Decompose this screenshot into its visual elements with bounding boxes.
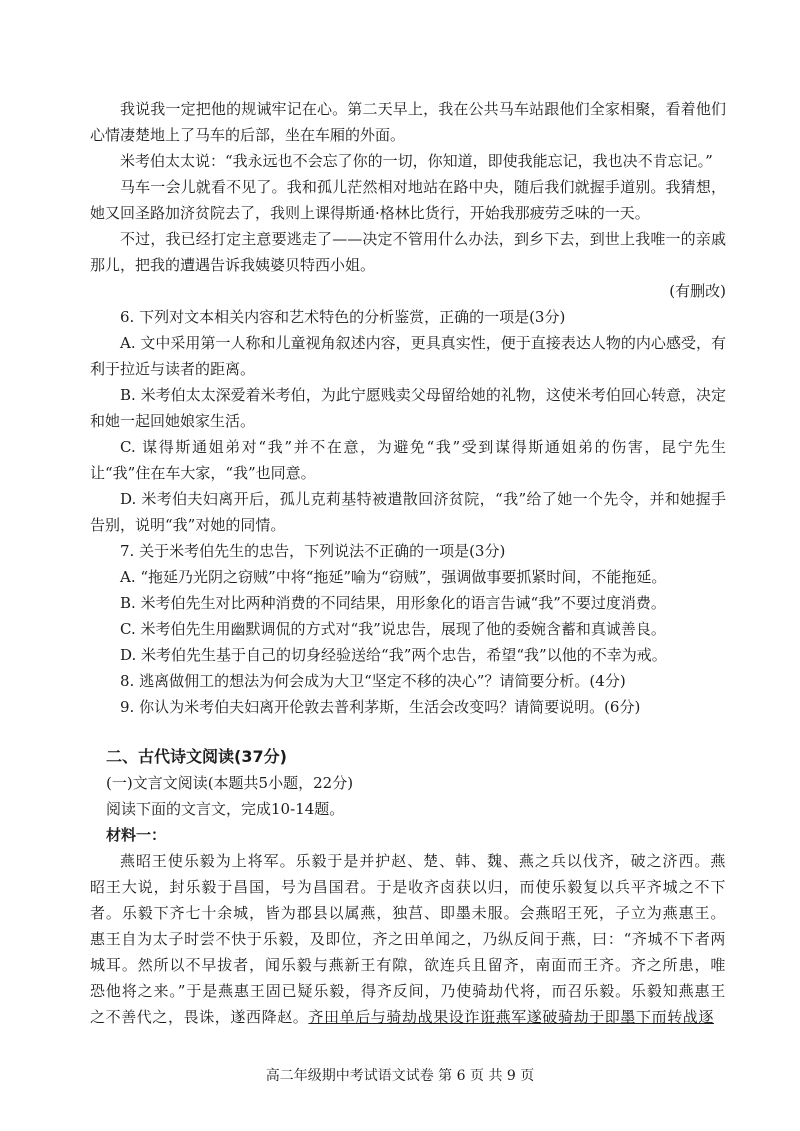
classical-passage-text: 燕昭王使乐毅为上将军。乐毅于是并护赵、楚、韩、魏、燕之兵以伐齐，破之济西。燕昭王大说，封乐毅于昌国，号为昌国君。于是收齐卤获以归，而使乐毅复以兵平齐城之不下者。乐毅下齐七十余城，皆为郡县以属燕，独莒、即墨未服。会燕昭王死，子立为燕惠王。惠王自为太子时尝不快于乐毅，及即位，齐之田单闻之，乃纵反间于燕，曰：“齐城不下者两城耳。然所以不早拔者，闻乐毅与燕新王有隙，欲连兵且留齐，南面而王齐。齐之所患，唯恐他将之来。”于是燕惠王固已疑乐毅，得齐反间，乃使骑劫代将，而召乐毅。乐毅知燕惠王之不善代之，畏诛，遂西降赵。 [90, 852, 726, 1026]
section-2-subtitle: (一)文言文阅读(本题共5小题，22分) [106, 774, 354, 792]
question-9: 9. 你认为米考伯夫妇离开伦敦去普利茅斯，生活会改变吗？请简要说明。(6分) [120, 698, 641, 716]
question-6-option-d: D. 米考伯夫妇离开后，孤儿克莉基特被遣散回济贫院，“我”给了她一个先令，并和她握手告别，说明“我”对她的同情。 [90, 490, 726, 534]
question-7-option-c: C. 米考伯先生用幽默调侃的方式对“我”说忠告，展现了他的委婉含蓄和真诚善良。 [120, 620, 666, 638]
question-6-option-c: C. 谋得斯通姐弟对“我”并不在意，为避免“我”受到谋得斯通姐弟的伤害，昆宁先生让“我”住在车大家，“我”也同意。 [90, 438, 726, 482]
question-7-option-b: B. 米考伯先生对比两种消费的不同结果，用形象化的语言告诫“我”不要过度消费。 [120, 594, 666, 612]
question-8: 8. 逃离做佣工的想法为何会成为大卫“坚定不移的决心”？请简要分析。(4分) [120, 672, 626, 690]
page-footer: 高二年级期中考试语文试卷 第 6 页 共 9 页 [265, 1068, 535, 1084]
question-6-stem: 6. 下列对文本相关内容和艺术特色的分析鉴赏，正确的一项是(3分) [120, 308, 566, 326]
story-paragraph-2: 米考伯太太说：“我永远也不会忘了你的一切，你知道，即使我能忘记，我也决不肯忘记。” [120, 152, 713, 170]
section-2-instruction: 阅读下面的文言文，完成10-14题。 [106, 800, 345, 818]
edit-note: (有删改) [669, 282, 726, 300]
question-7-option-a: A. “拖延乃光阴之窃贼”中将“拖延”喻为“窃贼”，强调做事要抓紧时间，不能拖延。 [120, 568, 667, 586]
story-paragraph-3: 马车一会儿就看不见了。我和孤儿茫然相对地站在路中央，随后我们就握手道别。我猜想，她又回圣路加济贫院去了，我则上课得斯通·格林比货行，开始我那疲劳乏味的一天。 [90, 178, 726, 222]
question-7-stem: 7. 关于米考伯先生的忠告，下列说法不正确的一项是(3分) [120, 542, 506, 560]
question-6-option-b: B. 米考伯太太深爱着米考伯，为此宁愿贱卖父母留给她的礼物，这使米考伯回心转意，决定和她一起回她娘家生活。 [90, 386, 726, 430]
story-paragraph-4: 不过，我已经打定主意要逃走了——决定不管用什么办法，到乡下去，到世上我唯一的亲戚那儿，把我的遭遇告诉我姨婆贝特西小姐。 [90, 230, 726, 274]
story-paragraph-1: 我说我一定把他的规诫牢记在心。第二天早上，我在公共马车站跟他们全家相聚，看着他们心情凄楚地上了马车的后部，坐在车厢的外面。 [90, 100, 726, 144]
question-7-option-d: D. 米考伯先生基于自己的切身经验送给“我”两个忠告，希望“我”以他的不幸为戒。 [120, 646, 667, 664]
classical-passage [90, 848, 726, 1030]
question-6-option-a: A. 文中采用第一人称和儿童视角叙述内容，更具真实性，便于直接表达人物的内心感受，有利于拉近与读者的距离。 [90, 334, 726, 378]
classical-passage-underlined: 齐田单后与骑劫战果设诈诳燕军遂破骑劫于即墨下而转战逐 [308, 1008, 715, 1026]
section-2-title: 二、古代诗文阅读(37分) [106, 747, 287, 766]
material-1-label: 材料一： [106, 826, 167, 844]
